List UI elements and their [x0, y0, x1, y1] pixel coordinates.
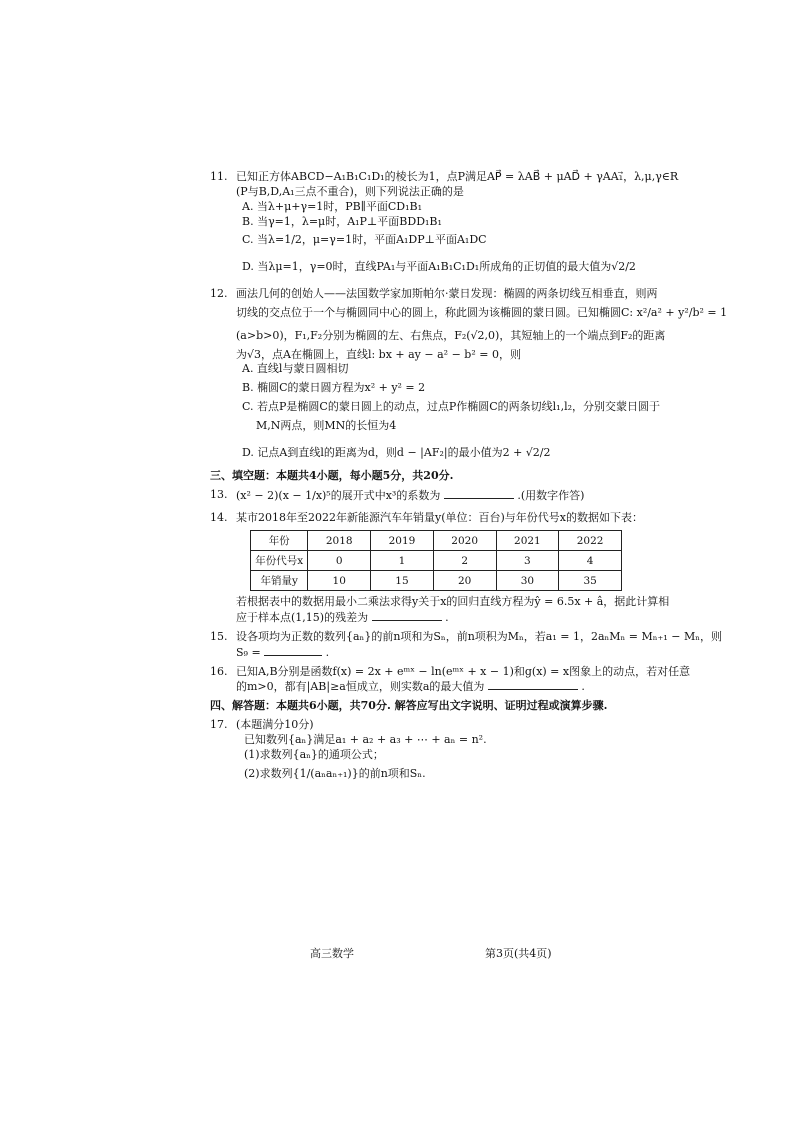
question-number: 17.: [210, 718, 228, 732]
answer-blank[interactable]: [372, 610, 442, 621]
question-number: 13.: [210, 487, 228, 501]
question-score: (本题满分10分): [236, 718, 314, 732]
answer-blank[interactable]: [444, 488, 514, 499]
table-row-header: 年销量y: [251, 571, 308, 591]
question-12: [210, 287, 728, 461]
question-number: 14.: [210, 511, 228, 525]
question-stem-line: 某市2018年至2022年新能源汽车年销量y(单位：百台)与年份代号x的数据如下表：: [236, 511, 643, 525]
question-stem-line: 已知正方体ABCD−A₁B₁C₁D₁的棱长为1，点P满足AP⃗ = λAB⃗ + μAD⃗ + γAA₁⃗，λ,μ,γ∈R: [236, 170, 679, 183]
option-c-continued: M,N两点，则MN的长恒为4: [256, 418, 397, 432]
question-number: 16.: [210, 664, 228, 678]
option-a: A. 当λ+μ+γ=1时，PB∥平面CD₁B₁: [242, 199, 422, 213]
question-13: [210, 487, 622, 504]
table-cell: 4: [559, 551, 622, 571]
table-cell: 15: [371, 571, 434, 591]
question-stem-end: .: [445, 611, 449, 625]
question-11: [210, 170, 679, 275]
option-c: C. 若点P是椭圆C的蒙日圆上的动点，过点P作椭圆C的两条切线l₁,l₂，分别交蒙日圆于: [242, 400, 661, 414]
question-number: 11.: [210, 170, 228, 183]
table-row-header: 年份代号x: [251, 551, 308, 571]
answer-blank[interactable]: [264, 645, 322, 656]
table-cell: 10: [308, 571, 371, 591]
table-cell: 2022: [559, 531, 622, 551]
question-stem-line: 已知数列{aₙ}满足a₁ + a₂ + a₃ + ⋯ + aₙ = n².: [244, 732, 487, 746]
question-stem-line: (a>b>0)，F₁,F₂分别为椭圆的左、右焦点，F₂(√2,0)，其短轴上的一个端点到F₂的距离: [236, 328, 666, 342]
question-stem-end: .(用数字作答): [517, 488, 585, 502]
table-cell: 35: [559, 571, 622, 591]
question-stem-line: 若根据表中的数据用最小二乘法求得y关于x的回归直线方程为ŷ = 6.5x + â，据此计算相: [236, 595, 670, 609]
part-2: (2)求数列{1/(aₙaₙ₊₁)}的前n项和Sₙ.: [244, 766, 426, 780]
question-stem: 的m>0，都有|AB|≥a恒成立，则实数a的最大值为: [236, 680, 485, 694]
table-cell: 1: [371, 551, 434, 571]
table-cell: 2018: [308, 531, 371, 551]
page-content: [210, 170, 728, 781]
question-stem-end: .: [325, 645, 330, 659]
sales-table: [250, 530, 622, 591]
table-cell: 20: [433, 571, 496, 591]
answer-blank[interactable]: [488, 679, 578, 690]
table-cell: 0: [308, 551, 371, 571]
question-14: [210, 511, 670, 626]
option-d: D. 记点A到直线l的距离为d，则d − |AF₂|的最小值为2 + √2/2: [242, 445, 551, 459]
question-stem-line: 切线的交点位于一个与椭圆同中心的圆上，称此圆为该椭圆的蒙日圆。已知椭圆C: x²/a² + y²/b² = 1: [236, 305, 728, 319]
option-a: A. 直线l与蒙日圆相切: [242, 362, 349, 376]
question-stem-line: 设各项均为正数的数列{aₙ}的前n项和为Sₙ，前n项积为Mₙ，若a₁ = 1，2aₙMₙ = Mₙ₊₁ − Mₙ，则: [236, 629, 722, 643]
table-cell: 2021: [496, 531, 559, 551]
question-stem-line: 已知A,B分别是函数f(x) = 2x + eᵐˣ − ln(eᵐˣ + x − 1)和g(x) = x图象上的动点，若对任意: [236, 664, 691, 678]
table-cell: 30: [496, 571, 559, 591]
table-row: [251, 551, 622, 571]
table-cell: 2: [433, 551, 496, 571]
question-stem-line: 为√3，点A在椭圆上，直线l: bx + ay − a² − b² = 0，则: [236, 347, 521, 361]
table-cell: 2019: [371, 531, 434, 551]
option-b: B. 当γ=1，λ=μ时，A₁P⊥平面BDD₁B₁: [242, 214, 442, 228]
page-footer: [310, 945, 552, 961]
option-c: C. 当λ=1/2，μ=γ=1时，平面A₁DP⊥平面A₁DC: [242, 233, 487, 247]
table-row-header: 年份: [251, 531, 308, 551]
footer-subject: 高三数学: [310, 947, 354, 960]
question-15: [210, 629, 722, 661]
section-heading-fill-in: 三、填空题：本题共4小题，每小题5分，共20分.: [210, 468, 454, 482]
table-cell: 3: [496, 551, 559, 571]
question-stem: S₉ =: [236, 645, 261, 659]
part-1: (1)求数列{aₙ}的通项公式；: [244, 747, 384, 761]
table-cell: 2020: [433, 531, 496, 551]
table-row: [251, 531, 622, 551]
question-stem-line: (P与B,D,A₁三点不重合)，则下列说法正确的是: [236, 184, 464, 198]
section-heading-solution: 四、解答题：本题共6小题，共70分. 解答应写出文字说明、证明过程或演算步骤.: [210, 699, 608, 713]
question-stem: (x² − 2)(x − 1/x)⁵的展开式中x³的系数为: [236, 488, 441, 502]
question-stem-end: .: [581, 680, 585, 694]
question-number: 12.: [210, 287, 228, 301]
footer-page-number: 第3页(共4页): [485, 947, 552, 960]
question-stem-line: 画法几何的创始人——法国数学家加斯帕尔·蒙日发现：椭圆的两条切线互相垂直，则两: [236, 287, 658, 301]
question-17: [210, 718, 622, 781]
question-number: 15.: [210, 629, 228, 643]
question-16: [210, 664, 691, 696]
option-d: D. 当λμ=1，γ=0时，直线PA₁与平面A₁B₁C₁D₁所成角的正切值的最大值为√2/2: [242, 260, 636, 274]
option-b: B. 椭圆C的蒙日圆方程为x² + y² = 2: [242, 381, 426, 395]
question-stem: 应于样本点(1,15)的残差为: [236, 611, 369, 625]
table-row: [251, 571, 622, 591]
